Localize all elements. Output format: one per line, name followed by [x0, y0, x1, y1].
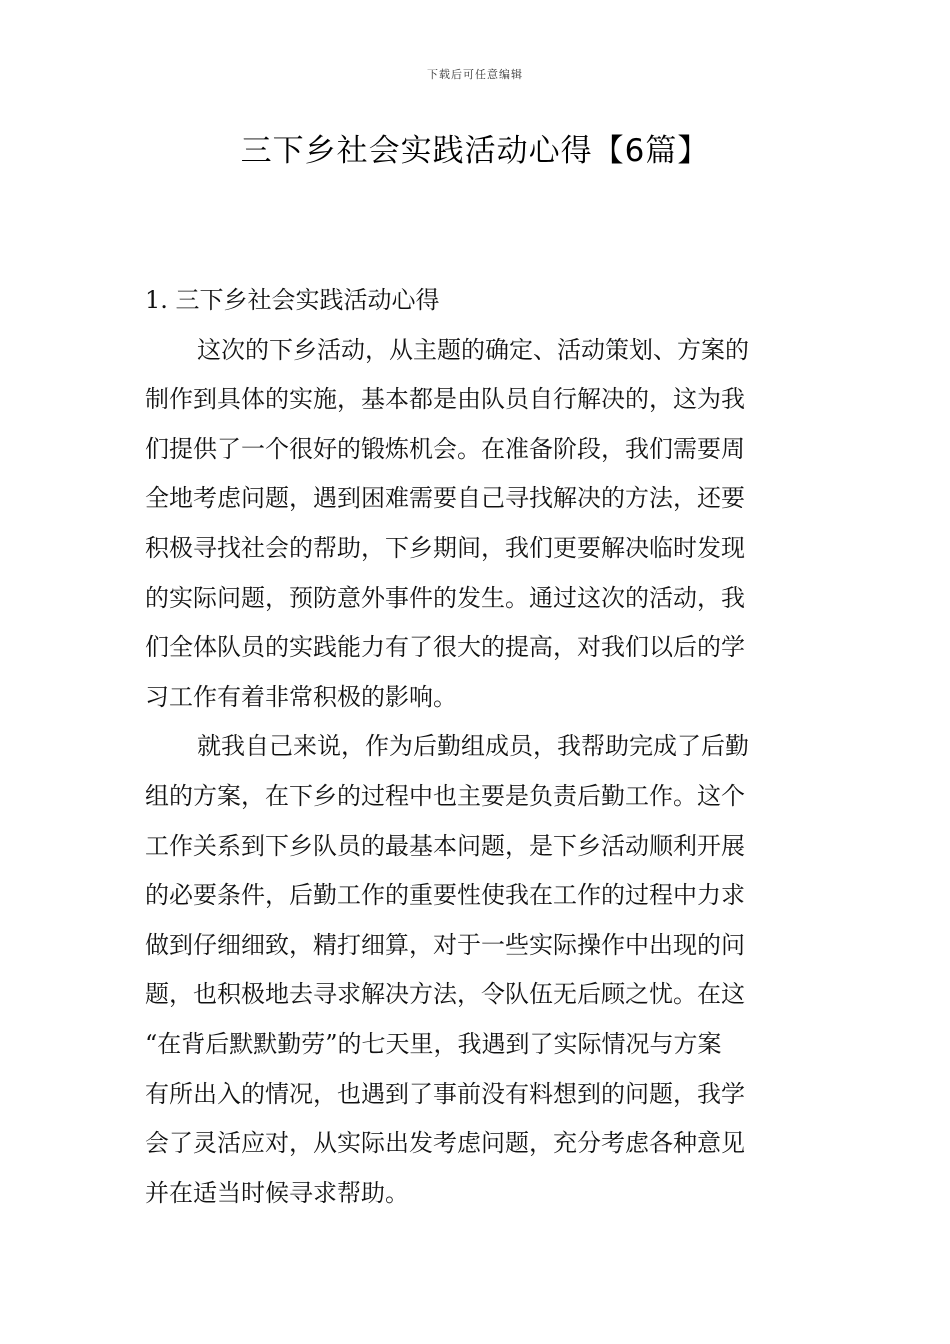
document-body	[145, 276, 807, 1218]
paragraph-line: 制作到具体的实施，基本都是由队员自行解决的，这为我	[145, 385, 745, 414]
paragraph-line: 们全体队员的实践能力有了很大的提高，对我们以后的学	[145, 633, 745, 662]
paragraph-line: 这次的下乡活动，从主题的确定、活动策划、方案的	[197, 335, 749, 364]
paragraph-line: 习工作有着非常积极的影响。	[145, 682, 457, 711]
document-title: 三下乡社会实践活动心得【6篇】	[240, 133, 710, 169]
paragraph-line: 积极寻找社会的帮助，下乡期间，我们更要解决临时发现	[145, 533, 745, 562]
paragraph-line: 们提供了一个很好的锻炼机会。在准备阶段，我们需要周	[145, 434, 745, 463]
paragraph-line: 并在适当时候寻求帮助。	[145, 1178, 409, 1207]
paragraph-line: 做到仔细细致，精打细算，对于一些实际操作中出现的问	[145, 930, 745, 959]
paragraph-line: 题，也积极地去寻求解决方法，令队伍无后顾之忧。在这	[145, 980, 745, 1009]
paragraph-line: 全地考虑问题，遇到困难需要自己寻找解决的方法，还要	[145, 484, 745, 513]
section-heading: 1. 三下乡社会实践活动心得	[145, 286, 440, 314]
paragraph-line: 会了灵活应对，从实际出发考虑问题，充分考虑各种意见	[145, 1129, 745, 1158]
paragraph-line: 的实际问题，预防意外事件的发生。通过这次的活动，我	[145, 583, 745, 612]
header-note: 下载后可任意编辑	[427, 68, 523, 81]
paragraph-line: “在背后默默勤劳”的七天里，我遇到了实际情况与方案	[145, 1029, 722, 1058]
paragraph-line: 就我自己来说，作为后勤组成员，我帮助完成了后勤	[197, 732, 749, 761]
paragraph-line: 的必要条件，后勤工作的重要性使我在工作的过程中力求	[145, 881, 745, 910]
paragraph-2	[145, 722, 807, 1218]
paragraph-line: 有所出入的情况，也遇到了事前没有料想到的问题，我学	[145, 1079, 745, 1108]
paragraph-1	[145, 326, 807, 723]
paragraph-line: 组的方案，在下乡的过程中也主要是负责后勤工作。这个	[145, 781, 745, 810]
paragraph-line: 工作关系到下乡队员的最基本问题，是下乡活动顺利开展	[145, 831, 745, 860]
